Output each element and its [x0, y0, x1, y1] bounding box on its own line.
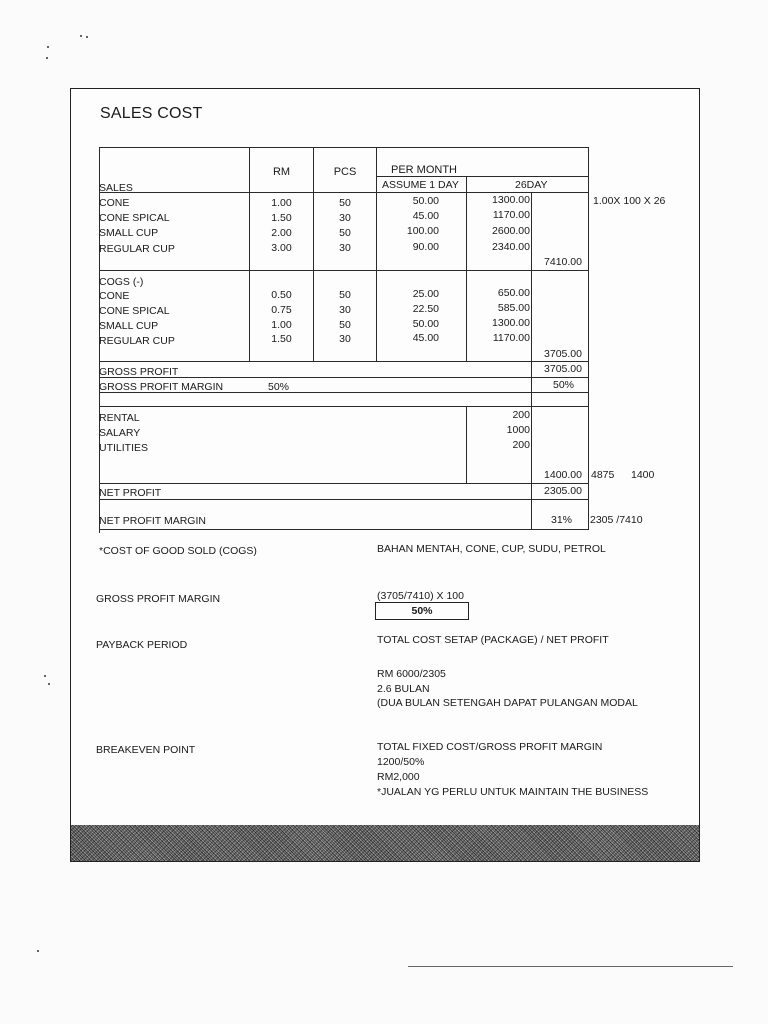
sales-month: 1170.00 [492, 209, 530, 221]
expense-value: 200 [512, 409, 530, 421]
header-per-month: PER MONTH [391, 164, 457, 176]
sales-label: SALES [99, 182, 133, 194]
gross-profit-value: 3705.00 [544, 363, 582, 375]
scan-speck [37, 950, 39, 952]
sales-day: 90.00 [412, 241, 439, 253]
cogs-pcs: 50 [339, 289, 351, 301]
sales-rm: 1.50 [271, 212, 292, 224]
sales-day: 50.00 [412, 195, 439, 207]
header-rm: RM [272, 166, 291, 178]
table-rule [99, 192, 589, 193]
payback-line2: 2.6 BULAN [377, 683, 430, 695]
cogs-note-label: *COST OF GOOD SOLD (COGS) [99, 545, 257, 557]
table-rule [531, 406, 532, 529]
payback-line3: (DUA BULAN SETENGAH DAPAT PULANGAN MODAL [377, 697, 638, 709]
breakeven-line3: *JUALAN YG PERLU UNTUK MAINTAIN THE BUSINESS [377, 786, 649, 798]
sales-item: CONE [99, 197, 130, 209]
table-rule [99, 270, 589, 271]
sales-month: 1300.00 [492, 194, 530, 206]
net-profit-margin-value: 31% [550, 514, 572, 526]
net-profit-margin-note: 2305 /7410 [590, 514, 643, 526]
cogs-item: REGULAR CUP [99, 335, 175, 347]
cogs-label: COGS (-) [99, 276, 144, 288]
cogs-item: SMALL CUP [99, 320, 159, 332]
scan-speck [48, 683, 50, 685]
cogs-month: 650.00 [497, 287, 530, 299]
scan-speck [47, 46, 49, 48]
cogs-month: 1300.00 [492, 317, 530, 329]
scan-speck [86, 36, 88, 38]
gpm-result: 50% [411, 605, 433, 617]
header-assume-1-day: ASSUME 1 DAY [382, 179, 459, 191]
net-profit-value: 2305.00 [544, 485, 582, 497]
cogs-month: 1170.00 [492, 332, 530, 344]
net-profit-label: NET PROFIT [99, 487, 162, 499]
expense-item: UTILITIES [99, 442, 149, 454]
signature-line [408, 966, 733, 967]
table-rule [99, 499, 589, 500]
cogs-rm: 0.75 [271, 304, 292, 316]
sales-pcs: 30 [339, 212, 351, 224]
table-rule [99, 147, 589, 148]
expense-value: 1000 [506, 424, 530, 436]
sales-rm: 3.00 [271, 242, 292, 254]
sales-pcs: 50 [339, 197, 351, 209]
cogs-rm: 1.50 [271, 333, 292, 345]
sales-day: 100.00 [406, 225, 439, 237]
breakeven-line1: 1200/50% [377, 756, 425, 768]
sales-item: REGULAR CUP [99, 243, 175, 255]
cogs-day: 45.00 [412, 332, 439, 344]
cogs-month: 585.00 [497, 302, 530, 314]
sales-note: 1.00X 100 X 26 [593, 195, 666, 207]
document-sheet [70, 88, 700, 862]
gpm-formula: (3705/7410) X 100 [377, 590, 464, 602]
sales-total: 7410.00 [544, 256, 582, 268]
sales-rm: 2.00 [271, 227, 292, 239]
expenses-note-a: 4875 [591, 469, 615, 481]
cogs-note-value: BAHAN MENTAH, CONE, CUP, SUDU, PETROL [377, 543, 606, 555]
sales-pcs: 50 [339, 227, 351, 239]
expense-value: 200 [512, 439, 530, 451]
scan-speck [46, 57, 48, 59]
gross-profit-margin-rm: 50% [268, 381, 290, 393]
gpm-note-label: GROSS PROFIT MARGIN [96, 593, 221, 605]
cogs-item: CONE [99, 290, 130, 302]
cogs-day: 50.00 [412, 318, 439, 330]
payback-line1: RM 6000/2305 [377, 668, 446, 680]
sales-month: 2600.00 [492, 225, 530, 237]
expense-item: RENTAL [99, 412, 140, 424]
sales-item: SMALL CUP [99, 227, 159, 239]
sales-pcs: 30 [339, 242, 351, 254]
sales-item: CONE SPICAL [99, 212, 170, 224]
cogs-rm: 1.00 [271, 319, 292, 331]
header-26day: 26DAY [515, 179, 548, 191]
scan-speck [44, 675, 46, 677]
expenses-note-b: 1400 [631, 469, 655, 481]
payback-formula: TOTAL COST SETAP (PACKAGE) / NET PROFIT [377, 634, 609, 646]
scan-speck [80, 35, 82, 37]
sales-day: 45.00 [412, 210, 439, 222]
gpm-result-box [375, 602, 469, 620]
sales-month: 2340.00 [492, 241, 530, 253]
table-border-right [588, 147, 589, 529]
cogs-pcs: 30 [339, 304, 351, 316]
cogs-day: 25.00 [412, 288, 439, 300]
cogs-total: 3705.00 [544, 348, 582, 360]
header-pcs: PCS [333, 166, 357, 178]
gross-profit-margin-label: GROSS PROFIT MARGIN [99, 381, 224, 393]
scan-noise-strip [71, 825, 699, 861]
breakeven-line2: RM2,000 [377, 771, 420, 783]
gross-profit-label: GROSS PROFIT [99, 366, 179, 378]
table-rule [99, 483, 589, 484]
gross-profit-margin-value: 50% [552, 379, 574, 391]
breakeven-label: BREAKEVEN POINT [96, 744, 196, 756]
expenses-total: 1400.00 [544, 469, 582, 481]
cogs-day: 22.50 [412, 303, 439, 315]
expense-item: SALARY [99, 427, 141, 439]
page-title: SALES COST [100, 105, 203, 122]
cogs-rm: 0.50 [271, 289, 292, 301]
cogs-pcs: 50 [339, 319, 351, 331]
table-rule [99, 529, 589, 530]
cogs-pcs: 30 [339, 333, 351, 345]
sales-rm: 1.00 [271, 197, 292, 209]
table-rule [99, 361, 589, 362]
cogs-item: CONE SPICAL [99, 305, 170, 317]
breakeven-formula: TOTAL FIXED COST/GROSS PROFIT MARGIN [377, 741, 603, 753]
table-rule [376, 176, 588, 177]
table-rule [99, 406, 589, 407]
net-profit-margin-label: NET PROFIT MARGIN [99, 515, 206, 527]
payback-label: PAYBACK PERIOD [96, 639, 188, 651]
